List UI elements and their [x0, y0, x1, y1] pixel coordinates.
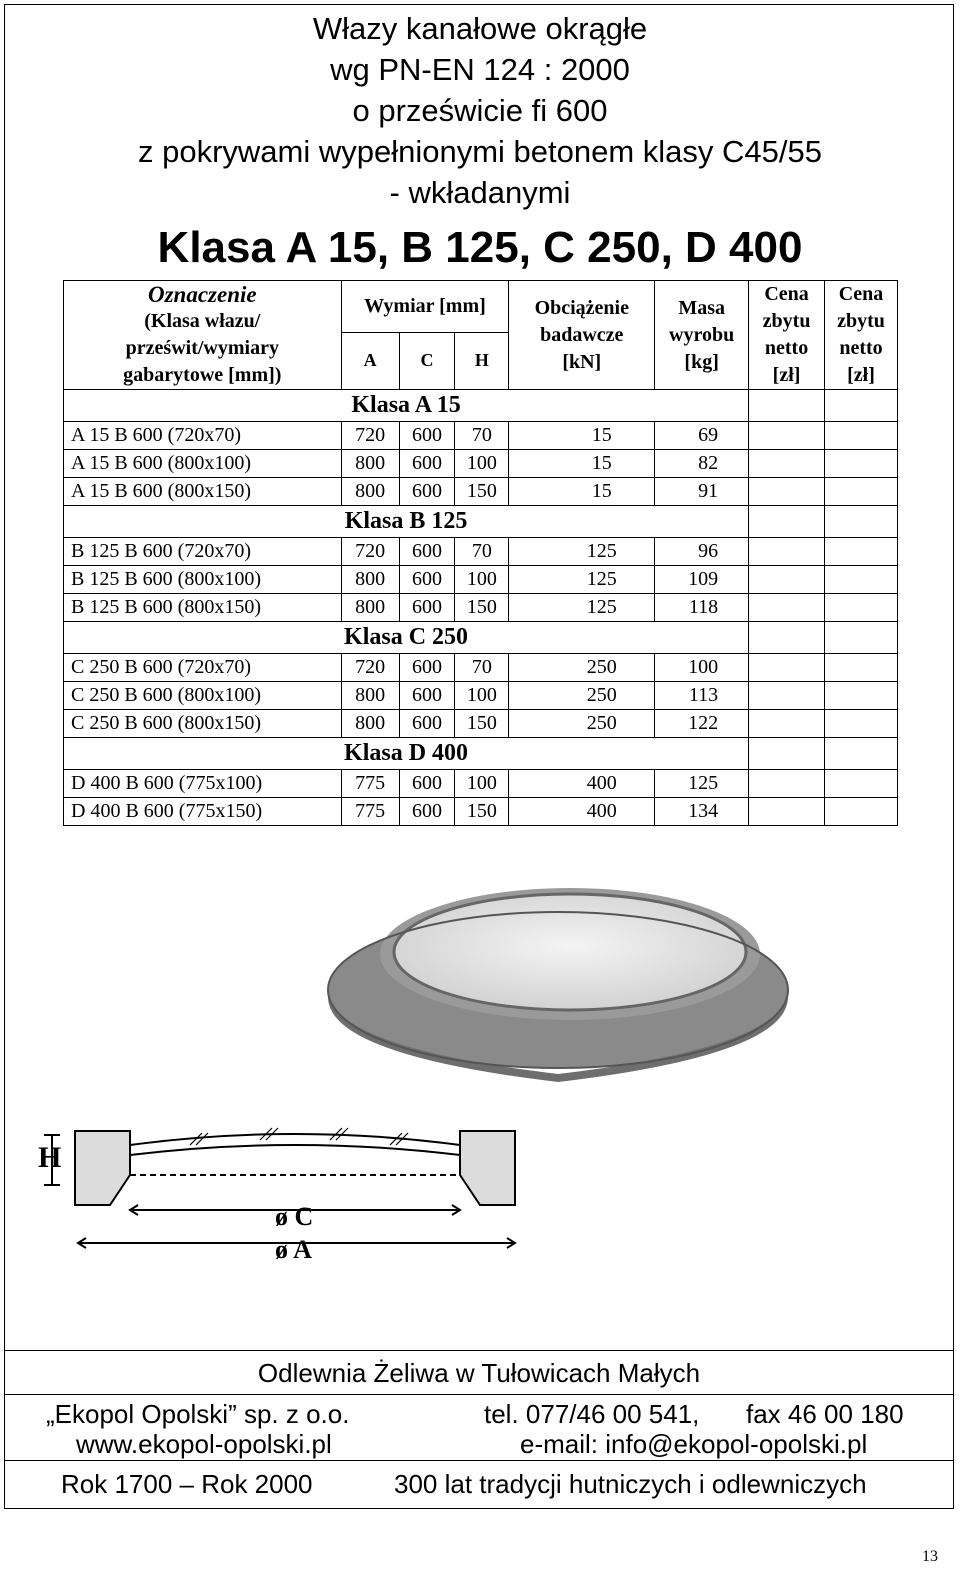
header-designation-sub: prześwit/wymiary	[125, 337, 279, 359]
price-cell	[825, 738, 898, 770]
table-row	[64, 654, 898, 682]
footer-company: „Ekopol Opolski” sp. z o.o.	[46, 1399, 350, 1429]
title-block	[0, 8, 960, 277]
footer-years: Rok 1700 – Rok 2000	[61, 1469, 313, 1499]
footer-website[interactable]: www.ekopol-opolski.pl	[76, 1429, 332, 1459]
table-row	[64, 566, 898, 594]
footer-contact	[4, 1394, 954, 1461]
header-price-line: Cena	[764, 283, 809, 305]
dim-h-cell: 70	[455, 422, 509, 450]
header-price-1	[749, 281, 825, 390]
price-cell	[825, 682, 898, 710]
price-cell	[825, 594, 898, 622]
dim-c-cell: 600	[399, 538, 455, 566]
price-cell	[749, 390, 825, 422]
dim-a-cell: 800	[341, 710, 399, 738]
price-cell	[825, 798, 898, 826]
header-price-line: [zł]	[847, 364, 875, 386]
price-cell	[825, 450, 898, 478]
table-row	[64, 798, 898, 826]
header-load-line: badawcze	[540, 323, 624, 346]
dim-c-cell: 600	[399, 710, 455, 738]
footer-tradition: 300 lat tradycji hutniczych i odlewniczych	[394, 1469, 867, 1499]
mass-cell: 122	[655, 710, 749, 738]
class-group-row	[64, 622, 898, 654]
header-price-line: zbytu	[837, 310, 885, 332]
table-row	[64, 770, 898, 798]
mass-cell: 113	[655, 682, 749, 710]
designation-cell: C 250 B 600 (800x150)	[64, 710, 342, 738]
designation-cell: C 250 B 600 (800x100)	[64, 682, 342, 710]
table-row	[64, 594, 898, 622]
title-line: - wkładanymi	[389, 175, 571, 210]
dim-h-cell: 100	[455, 682, 509, 710]
mass-cell: 118	[655, 594, 749, 622]
price-cell	[825, 390, 898, 422]
load-cell: 125	[509, 594, 655, 622]
designation-cell: A 15 B 600 (720x70)	[64, 422, 342, 450]
header-load-line: [kN]	[562, 350, 602, 373]
class-group-label: Klasa D 400	[64, 738, 749, 770]
class-group-row	[64, 738, 898, 770]
class-group-label: Klasa B 125	[64, 506, 749, 538]
load-cell: 400	[509, 770, 655, 798]
table-row	[64, 450, 898, 478]
title-line: Włazy kanałowe okrągłe	[312, 11, 648, 46]
price-cell	[825, 622, 898, 654]
header-dim-h: H	[455, 332, 509, 389]
table-row	[64, 538, 898, 566]
dim-label-h: H	[38, 1141, 62, 1174]
dim-a-cell: 800	[341, 594, 399, 622]
price-cell	[749, 566, 825, 594]
dim-c-cell: 600	[399, 798, 455, 826]
manhole-cover-photo	[300, 862, 820, 1087]
footer-email[interactable]: e-mail: info@ekopol-opolski.pl	[520, 1429, 868, 1459]
header-mass-line: wyrobu	[669, 323, 735, 346]
price-cell	[749, 594, 825, 622]
header-price-line: [zł]	[772, 364, 801, 386]
header-designation	[64, 281, 342, 390]
dim-c-cell: 600	[399, 770, 455, 798]
mass-cell: 100	[655, 654, 749, 682]
dim-c-cell: 600	[399, 682, 455, 710]
price-cell	[749, 682, 825, 710]
price-cell	[749, 738, 825, 770]
designation-cell: A 15 B 600 (800x100)	[64, 450, 342, 478]
designation-cell: B 125 B 600 (720x70)	[64, 538, 342, 566]
class-group-row	[64, 390, 898, 422]
header-load	[509, 281, 655, 390]
load-cell: 125	[509, 538, 655, 566]
dim-c-cell: 600	[399, 594, 455, 622]
table-row	[64, 422, 898, 450]
dim-c-cell: 600	[399, 654, 455, 682]
load-cell: 250	[509, 682, 655, 710]
dim-h-cell: 100	[455, 450, 509, 478]
header-mass-line: [kg]	[684, 350, 719, 373]
class-group-label: Klasa A 15	[64, 390, 749, 422]
price-cell	[825, 770, 898, 798]
dim-h-cell: 150	[455, 478, 509, 506]
header-designation-title: Oznaczenie	[147, 282, 257, 307]
designation-cell: A 15 B 600 (800x150)	[64, 478, 342, 506]
price-cell	[749, 798, 825, 826]
dim-a-cell: 720	[341, 422, 399, 450]
dim-h-cell: 150	[455, 710, 509, 738]
header-designation-sub: gabarytowe [mm])	[123, 364, 282, 386]
cross-section-drawing	[30, 1115, 550, 1300]
dim-a-cell: 800	[341, 682, 399, 710]
header-price-2	[825, 281, 898, 390]
table-row	[64, 682, 898, 710]
designation-cell: B 125 B 600 (800x100)	[64, 566, 342, 594]
header-load-line: Obciążenie	[534, 296, 629, 319]
price-cell	[749, 450, 825, 478]
dim-h-cell: 70	[455, 538, 509, 566]
price-cell	[825, 478, 898, 506]
load-cell: 15	[509, 450, 655, 478]
designation-cell: B 125 B 600 (800x150)	[64, 594, 342, 622]
price-cell	[825, 422, 898, 450]
load-cell: 125	[509, 566, 655, 594]
mass-cell: 69	[655, 422, 749, 450]
dim-a-cell: 720	[341, 538, 399, 566]
price-cell	[825, 654, 898, 682]
dim-a-cell: 800	[341, 478, 399, 506]
dim-a-cell: 775	[341, 798, 399, 826]
class-group-label: Klasa C 250	[64, 622, 749, 654]
spec-table-body	[64, 390, 898, 826]
footer-fax: fax 46 00 180	[746, 1399, 904, 1429]
page-number: 13	[922, 1548, 938, 1565]
title-line: z pokrywami wypełnionymi betonem klasy C45/55	[137, 134, 822, 169]
dim-c-cell: 600	[399, 566, 455, 594]
load-cell: 15	[509, 422, 655, 450]
header-price-line: netto	[839, 337, 883, 359]
header-price-line: zbytu	[762, 310, 811, 332]
dim-label-a: ø A	[275, 1235, 312, 1264]
dim-label-c: ø C	[275, 1202, 314, 1231]
footer-history	[4, 1460, 954, 1510]
dim-a-cell: 775	[341, 770, 399, 798]
dim-a-cell: 800	[341, 566, 399, 594]
designation-cell: D 400 B 600 (775x100)	[64, 770, 342, 798]
spec-table	[63, 280, 898, 826]
price-cell	[825, 710, 898, 738]
title-line: o prześwicie fi 600	[352, 93, 608, 128]
header-mass	[655, 281, 749, 390]
price-cell	[749, 622, 825, 654]
table-row	[64, 710, 898, 738]
header-dim-c: C	[399, 332, 455, 389]
dim-a-cell: 720	[341, 654, 399, 682]
dim-h-cell: 150	[455, 798, 509, 826]
load-cell: 15	[509, 478, 655, 506]
price-cell	[749, 506, 825, 538]
dim-h-cell: 100	[455, 566, 509, 594]
price-cell	[749, 422, 825, 450]
header-dim-a: A	[341, 332, 399, 389]
dim-a-cell: 800	[341, 450, 399, 478]
price-cell	[749, 478, 825, 506]
load-cell: 400	[509, 798, 655, 826]
footer-foundry: Odlewnia Żeliwa w Tułowicach Małych	[4, 1350, 954, 1395]
load-cell: 250	[509, 654, 655, 682]
load-cell: 250	[509, 710, 655, 738]
price-cell	[825, 566, 898, 594]
header-dimension: Wymiar [mm]	[341, 281, 509, 333]
mass-cell: 96	[655, 538, 749, 566]
footer-phone: tel. 077/46 00 541,	[484, 1399, 700, 1429]
dim-c-cell: 600	[399, 422, 455, 450]
price-cell	[749, 770, 825, 798]
header-designation-sub: (Klasa włazu/	[144, 310, 261, 332]
price-cell	[825, 538, 898, 566]
designation-cell: D 400 B 600 (775x150)	[64, 798, 342, 826]
dim-h-cell: 100	[455, 770, 509, 798]
class-group-row	[64, 506, 898, 538]
header-mass-line: Masa	[678, 296, 725, 319]
table-row	[64, 478, 898, 506]
dim-h-cell: 150	[455, 594, 509, 622]
mass-cell: 109	[655, 566, 749, 594]
mass-cell: 125	[655, 770, 749, 798]
mass-cell: 82	[655, 450, 749, 478]
price-cell	[825, 506, 898, 538]
price-cell	[749, 654, 825, 682]
dim-h-cell: 70	[455, 654, 509, 682]
designation-cell: C 250 B 600 (720x70)	[64, 654, 342, 682]
price-cell	[749, 710, 825, 738]
mass-cell: 134	[655, 798, 749, 826]
title-line: wg PN-EN 124 : 2000	[330, 52, 630, 87]
header-price-line: netto	[764, 337, 809, 359]
mass-cell: 91	[655, 478, 749, 506]
dim-c-cell: 600	[399, 450, 455, 478]
classes-heading: Klasa A 15, B 125, C 250, D 400	[157, 223, 803, 272]
header-price-line: Cena	[838, 283, 884, 305]
dim-c-cell: 600	[399, 478, 455, 506]
price-cell	[749, 538, 825, 566]
